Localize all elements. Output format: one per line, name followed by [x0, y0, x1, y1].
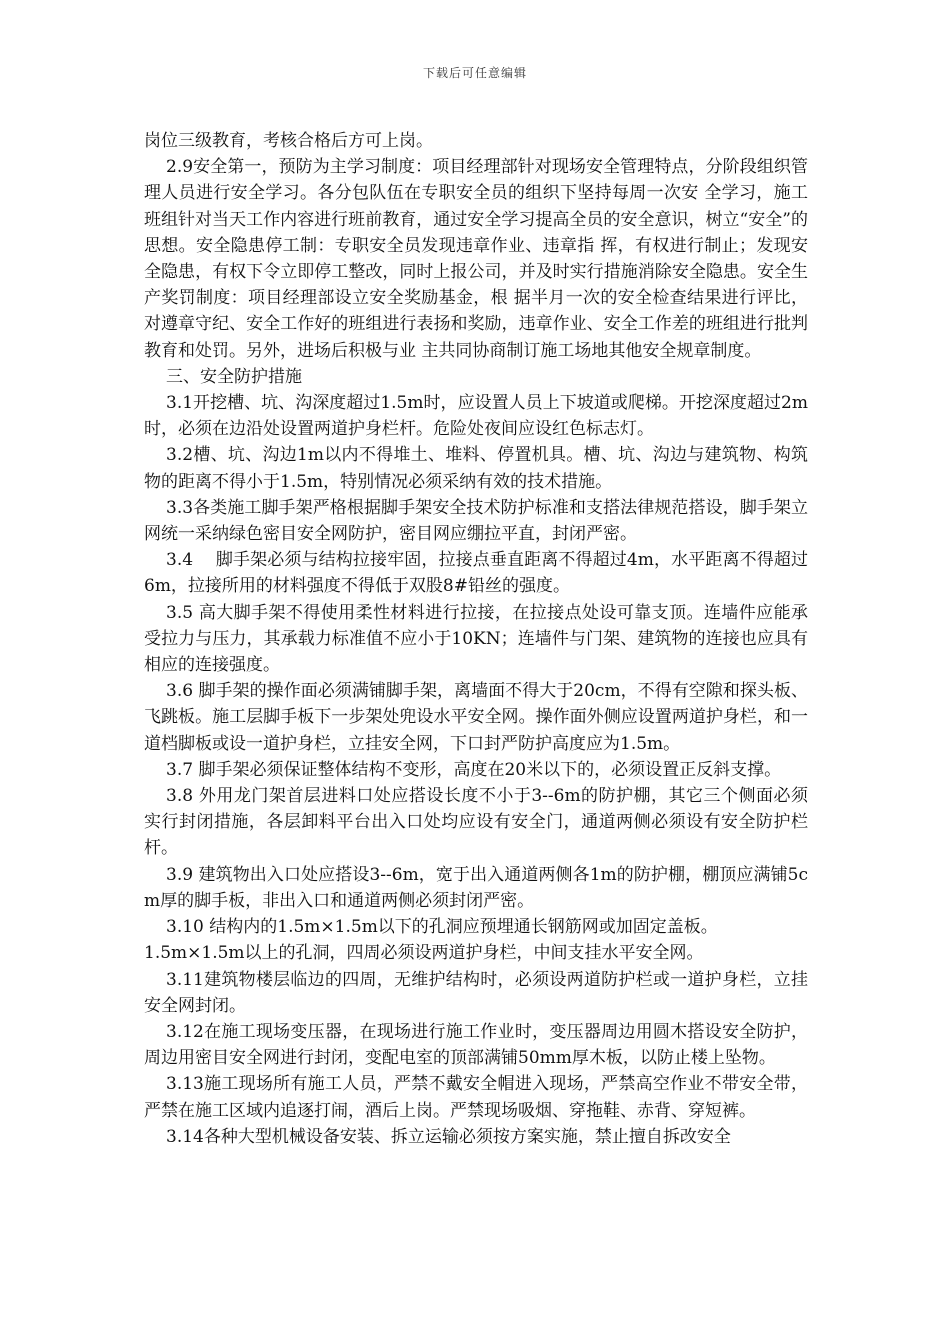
page-header: 下载后可任意编辑	[422, 66, 527, 80]
paragraph: 3.1开挖槽、坑、沟深度超过1.5m时，应设置人员上下坡道或爬梯。开挖深度超过2m时，必须在边沿处设置两道护身栏杆。危险处夜间应设红色标志灯。	[144, 393, 808, 440]
paragraph: 3.7 脚手架必须保证整体结构不变形，高度在20米以下的，必须设置正反斜支撑。	[166, 759, 782, 780]
paragraph: 3.6 脚手架的操作面必须满铺脚手架，离墙面不得大于20cm，不得有空隙和探头板、飞跳板。施工层脚手板下一步架处兜设水平安全网。操作面外侧应设置两道护身栏，和一道档脚板或设一道护身栏，立挂安全网，下口封严防护高度应为1.5m。	[144, 681, 808, 754]
paragraph: 3.9 建筑物出入口处应搭设3--6m，宽于出入通道两侧各1m的防护棚，棚顶应满铺5cm厚的脚手板，非出入口和通道两侧必须封闭严密。	[144, 864, 808, 911]
paragraph: 3.4 脚手架必须与结构拉接牢固，拉接点垂直距离不得超过4m，水平距离不得超过6m，拉接所用的材料强度不得低于双股8#铅丝的强度。	[144, 550, 808, 597]
document-body	[144, 128, 808, 1150]
paragraph: 1.5m×1.5m以上的孔洞，四周必须设两道护身栏，中间支挂水平安全网。	[144, 943, 704, 964]
section-heading: 三、安全防护措施	[166, 366, 302, 387]
paragraph: 3.8 外用龙门架首层进料口处应搭设长度不小于3--6m的防护棚，其它三个侧面必须实行封闭措施，各层卸料平台出入口处均应设有安全门，通道两侧必须设有安全防护栏杆。	[144, 786, 808, 859]
paragraph: 3.2槽、坑、沟边1m以内不得堆土、堆料、停置机具。槽、坑、沟边与建筑物、构筑物的距离不得小于1.5m，特别情况必须采纳有效的技术措施。	[144, 445, 808, 492]
paragraph: 3.10 结构内的1.5m×1.5m以下的孔洞应预埋通长钢筋网或加固定盖板。	[166, 917, 718, 938]
paragraph: 3.14各种大型机械设备安装、拆立运输必须按方案实施，禁止擅自拆改安全	[166, 1126, 731, 1147]
paragraph: 3.13施工现场所有施工人员，严禁不戴安全帽进入现场，严禁高空作业不带安全带，严禁在施工区域内追逐打闹，酒后上岗。严禁现场吸烟、穿拖鞋、赤背、穿短裤。	[144, 1074, 808, 1121]
paragraph: 岗位三级教育，考核合格后方可上岗。	[144, 131, 433, 151]
paragraph: 3.3各类施工脚手架严格根据脚手架安全技术防护标准和支搭法律规范搭设，脚手架立网统一采纳绿色密目安全网防护，密目网应绷拉平直，封闭严密。	[144, 497, 808, 545]
paragraph: 3.11建筑物楼层临边的四周，无维护结构时，必须设两道防护栏或一道护身栏，立挂安全网封闭。	[144, 969, 808, 1016]
paragraph: 3.5 高大脚手架不得使用柔性材料进行拉接，在拉接点处设可靠支顶。连墙件应能承受拉力与压力，其承载力标准值不应小于10KN；连墙件与门架、建筑物的连接也应具有相应的连接强度。	[144, 602, 808, 676]
paragraph: 3.12在施工现场变压器，在现场进行施工作业时，变压器周边用圆木搭设安全防护，周边用密目安全网进行封闭，变配电室的顶部满铺50mm厚木板，以防止楼上坠物。	[144, 1021, 808, 1069]
paragraph: 2.9安全第一，预防为主学习制度：项目经理部针对现场安全管理特点，分阶段组织管理人员进行安全学习。各分包队伍在专职安全员的组织下坚持每周一次安 全学习，施工班组针对当天工作内容进行班前教育，通过安全学习提高全员的安全意识，树立“安全”的思想。安全隐患停工制：专职安全员发现违章作业、违章指 挥，有权进行制止；发现安全隐患，有权下令立即停工整改，同时上报公司，并及时实行措施消除安全隐患。安全生产奖罚制度：项目经理部设立安全奖励基金，根 据半月一次的安全检查结果进行评比，对遵章守纪、安全工作好的班组进行表扬和奖励，违章作业、安全工作差的班组进行批判教育和处罚。另外，进场后积极与业 主共同协商制订施工场地其他安全规章制度。	[144, 157, 808, 361]
